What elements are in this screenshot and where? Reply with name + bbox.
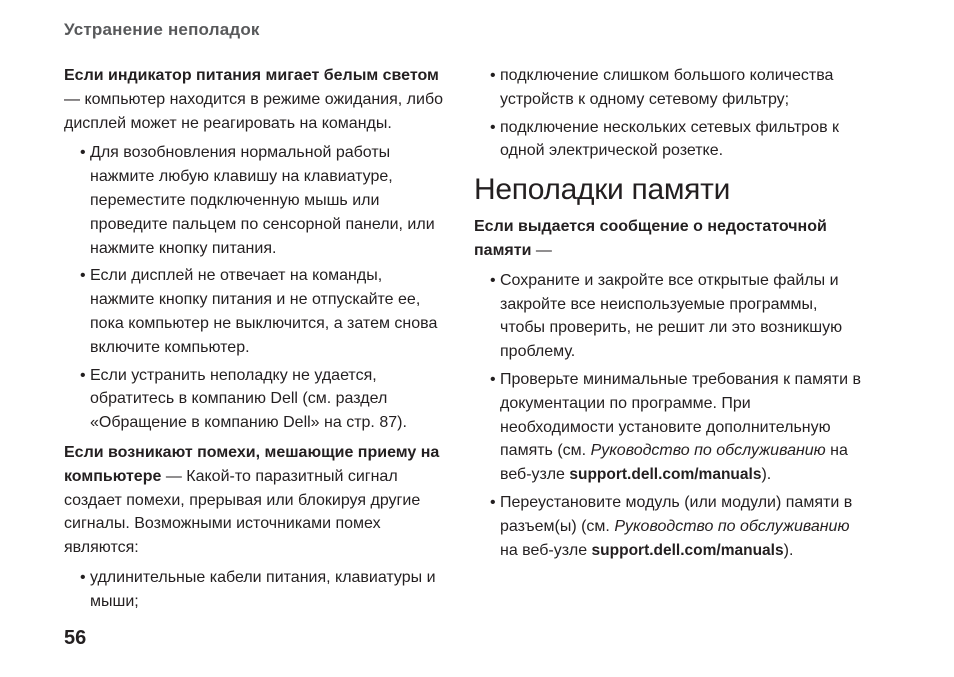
page-number: 56	[64, 627, 87, 649]
list-item-text: ).	[761, 466, 772, 484]
list-item	[474, 116, 866, 164]
list-item	[474, 491, 866, 562]
list-item	[64, 264, 449, 359]
list-item-text: на веб-узле	[500, 541, 592, 559]
bullet-icon: •	[490, 370, 496, 388]
interference-paragraph	[64, 441, 449, 560]
interference-lead: Если возникают помехи, мешающие приему на компьютере	[64, 443, 440, 485]
bullet-icon: •	[80, 366, 86, 384]
list-item-text: подключение слишком большого количества устройств к одному сетевому фильтру;	[500, 67, 834, 108]
section-heading: Неполадки памяти	[474, 173, 731, 207]
list-item	[64, 566, 449, 614]
list-item-text: Если дисплей не отвечает на команды, нажмите кнопку питания и не отпускайте ее, пока компьютер не выключится, а затем снова включите компьютер.	[90, 267, 438, 356]
list-item	[474, 269, 866, 364]
list-item-text: на веб-узле	[500, 442, 848, 484]
interference-text: — Какой-то паразитный сигнал создает помехи, прерывая или блокируя другие сигналы. Возможными источниками помех являются:	[64, 467, 421, 557]
bullet-icon: •	[490, 118, 496, 136]
list-item-text: Сохраните и закройте все открытые файлы и закройте все неиспользуемые программы, чтобы проверить, не решит ли это возникшую проблему.	[500, 271, 843, 361]
list-item-text: ).	[783, 541, 794, 559]
list-item-text: Для возобновления нормальной работы нажмите любую клавишу на клавиатуре, переместите подключенную мышь или проведите пальцем по сенсорной панели, или нажмите кнопку питания.	[90, 144, 435, 257]
memory-text: —	[531, 241, 552, 259]
list-item	[64, 364, 449, 435]
interference-bullets	[64, 566, 449, 614]
running-header: Устранение неполадок	[64, 20, 260, 39]
power-light-bullets	[64, 141, 449, 435]
manual-title: Руководство по обслуживанию	[590, 442, 826, 460]
power-light-text: — компьютер находится в режиме ожидания, либо дисплей может не реагировать на команды.	[64, 90, 443, 132]
list-item-text: подключение нескольких сетевых фильтров к одной электрической розетке.	[500, 118, 840, 160]
interference-bullets-continued	[474, 64, 866, 163]
bullet-icon: •	[80, 267, 86, 285]
list-item-text: Переустановите модуль (или модули) памяти в разъем(ы) (см.	[500, 493, 853, 535]
bullet-icon: •	[490, 493, 496, 511]
support-link[interactable]: support.dell.com/manuals	[569, 466, 762, 484]
bullet-icon: •	[490, 271, 496, 289]
support-link[interactable]: support.dell.com/manuals	[591, 541, 784, 559]
list-item	[474, 64, 866, 112]
power-light-lead: Если индикатор питания мигает белым светом	[64, 67, 439, 84]
manual-title: Руководство по обслуживанию	[614, 517, 850, 535]
right-column	[474, 64, 866, 562]
bullet-icon: •	[80, 568, 86, 586]
left-column	[64, 64, 449, 614]
bullet-icon: •	[490, 67, 496, 84]
list-item-text: Проверьте минимальные требования к памяти в документации по программе. При необходимости установите дополнительную память (см.	[500, 370, 861, 460]
list-item-text: Если устранить неполадку не удается, обратитесь в компанию Dell (см. раздел «Обращение в компанию Dell» на стр. 87).	[90, 366, 407, 432]
power-light-paragraph	[64, 64, 449, 135]
list-item	[64, 141, 449, 260]
list-item-text: удлинительные кабели питания, клавиатуры и мыши;	[90, 568, 436, 610]
memory-bullets	[474, 269, 866, 563]
memory-lead: Если выдается сообщение о недостаточной памяти	[474, 218, 827, 259]
bullet-icon: •	[80, 144, 86, 162]
list-item	[474, 368, 866, 487]
memory-paragraph	[474, 215, 866, 263]
